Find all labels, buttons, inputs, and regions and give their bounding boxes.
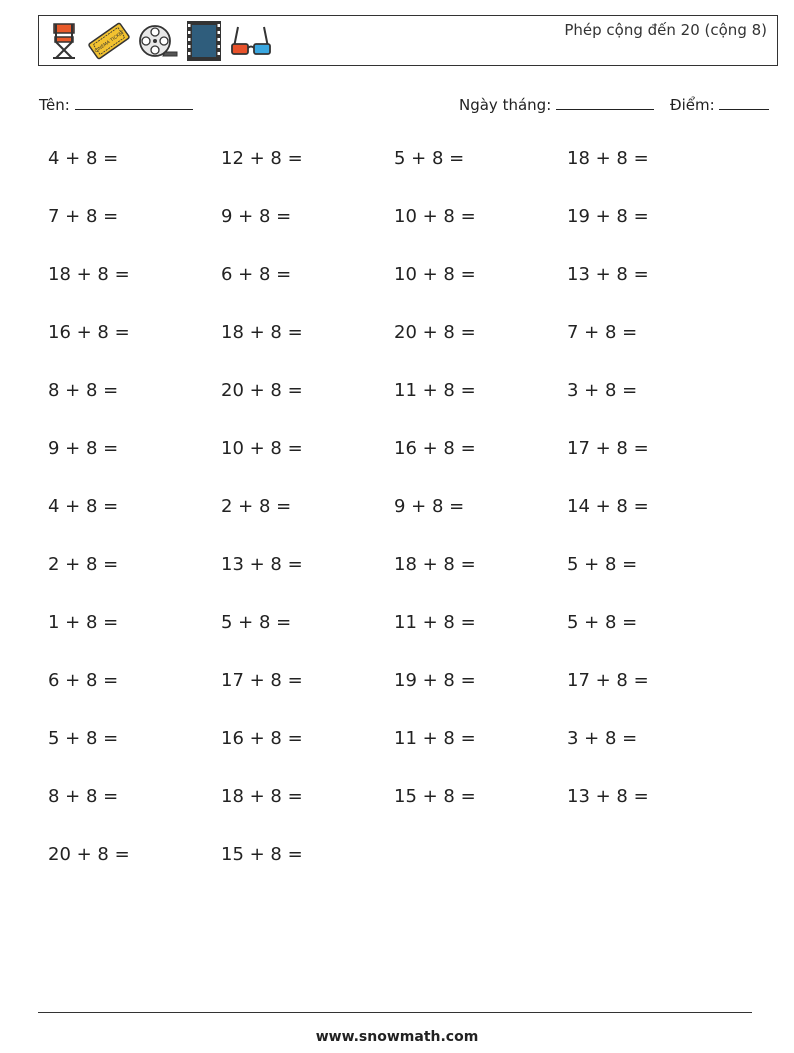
problem-item: 9 + 8 = (394, 496, 465, 517)
problem-item: 5 + 8 = (221, 612, 292, 633)
score-label: Điểm: (670, 96, 715, 114)
problem-item: 5 + 8 = (567, 612, 638, 633)
problem-item: 4 + 8 = (48, 148, 119, 169)
score-line (719, 94, 769, 110)
problem-item: 10 + 8 = (394, 206, 476, 227)
director-chair-icon (47, 21, 81, 61)
problem-item: 19 + 8 = (394, 670, 476, 691)
problem-item: 5 + 8 = (567, 554, 638, 575)
problem-item: 3 + 8 = (567, 728, 638, 749)
problem-item: 10 + 8 = (394, 264, 476, 285)
problem-item: 13 + 8 = (221, 554, 303, 575)
name-field (39, 94, 193, 114)
score-field (670, 94, 769, 114)
problem-item: 18 + 8 = (48, 264, 130, 285)
problem-item: 7 + 8 = (48, 206, 119, 227)
footer-url: www.snowmath.com (315, 1029, 479, 1045)
problem-item: 3 + 8 = (567, 380, 638, 401)
problem-item: 5 + 8 = (48, 728, 119, 749)
header-box (38, 15, 778, 66)
ticket-text: CINEMA TICKET (94, 30, 126, 55)
problem-item: 6 + 8 = (221, 264, 292, 285)
problem-item: 18 + 8 = (221, 322, 303, 343)
problem-item: 5 + 8 = (394, 148, 465, 169)
problem-item: 9 + 8 = (48, 438, 119, 459)
problem-item: 17 + 8 = (567, 670, 649, 691)
problem-item: 10 + 8 = (221, 438, 303, 459)
problem-item: 17 + 8 = (221, 670, 303, 691)
header-icons (47, 20, 273, 62)
date-line (556, 94, 654, 110)
problem-item: 12 + 8 = (221, 148, 303, 169)
3d-glasses-icon (229, 21, 273, 61)
problem-item: 16 + 8 = (48, 322, 130, 343)
problem-item: 8 + 8 = (48, 380, 119, 401)
problem-item: 6 + 8 = (48, 670, 119, 691)
date-field (459, 94, 654, 114)
problem-item: 18 + 8 = (221, 786, 303, 807)
problem-item: 2 + 8 = (48, 554, 119, 575)
problem-item: 14 + 8 = (567, 496, 649, 517)
problem-item: 15 + 8 = (221, 844, 303, 865)
problem-item: 11 + 8 = (394, 728, 476, 749)
problem-item: 20 + 8 = (394, 322, 476, 343)
cinema-ticket-icon (87, 21, 131, 61)
problem-item: 15 + 8 = (394, 786, 476, 807)
worksheet-title: Phép cộng đến 20 (cộng 8) (564, 21, 767, 39)
film-reel-icon (137, 21, 179, 61)
problem-item: 20 + 8 = (48, 844, 130, 865)
problem-item: 7 + 8 = (567, 322, 638, 343)
problem-item: 16 + 8 = (394, 438, 476, 459)
problem-item: 18 + 8 = (567, 148, 649, 169)
name-label: Tên: (39, 96, 70, 114)
problem-item: 1 + 8 = (48, 612, 119, 633)
problem-item: 18 + 8 = (394, 554, 476, 575)
problem-item: 19 + 8 = (567, 206, 649, 227)
problem-item: 4 + 8 = (48, 496, 119, 517)
problem-item: 17 + 8 = (567, 438, 649, 459)
date-label: Ngày tháng: (459, 96, 552, 114)
film-strip-icon (185, 20, 223, 62)
name-line (75, 94, 193, 110)
problem-item: 20 + 8 = (221, 380, 303, 401)
footer-divider (38, 1012, 752, 1013)
problem-item: 9 + 8 = (221, 206, 292, 227)
problem-item: 13 + 8 = (567, 786, 649, 807)
problem-item: 11 + 8 = (394, 380, 476, 401)
problem-item: 11 + 8 = (394, 612, 476, 633)
problem-item: 13 + 8 = (567, 264, 649, 285)
problem-item: 16 + 8 = (221, 728, 303, 749)
problem-item: 8 + 8 = (48, 786, 119, 807)
problem-item: 2 + 8 = (221, 496, 292, 517)
